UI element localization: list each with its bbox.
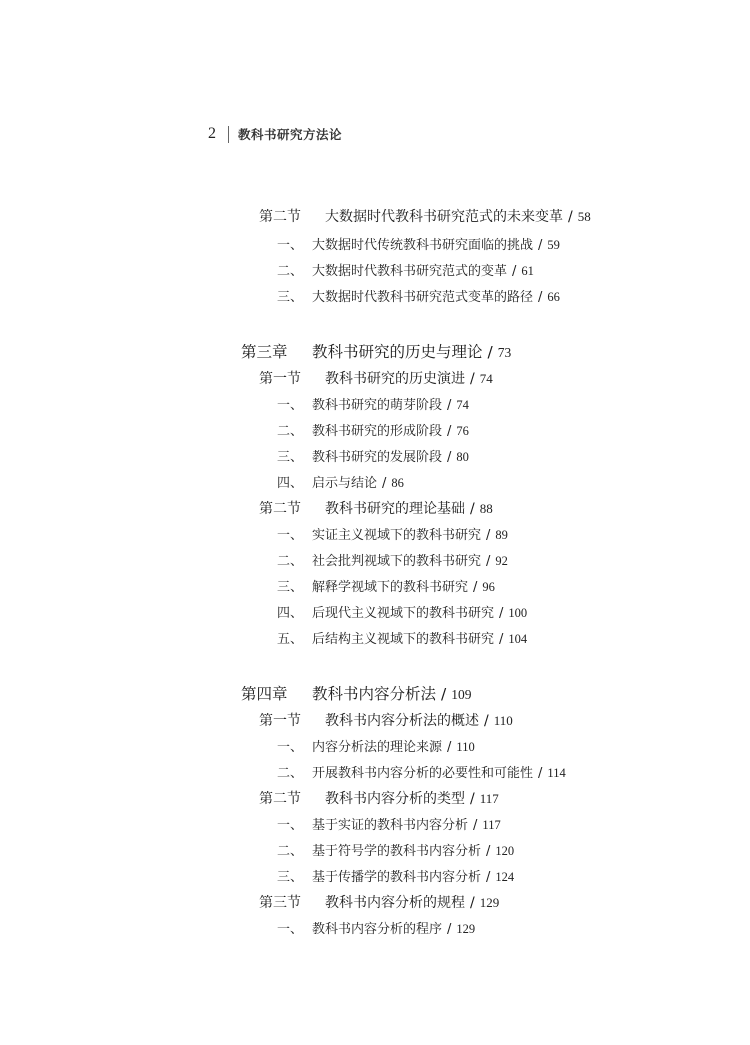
toc-page-number: 96 xyxy=(482,580,495,594)
toc-title: 教科书内容分析的程序 xyxy=(312,922,443,937)
toc-title: 教科书研究的历史与理论 xyxy=(312,343,483,361)
toc-chapter xyxy=(241,340,511,362)
toc-page-number: 61 xyxy=(521,264,534,278)
toc-title: 教科书内容分析法的概述 xyxy=(325,713,479,729)
page-separator: / xyxy=(499,632,504,647)
page-separator: / xyxy=(382,476,387,491)
toc-page-number: 104 xyxy=(508,632,528,646)
toc-label: 三、 xyxy=(277,580,304,595)
toc-title: 基于传播学的教科书内容分析 xyxy=(312,870,482,885)
toc-item xyxy=(277,420,469,439)
toc-title: 内容分析法的理论来源 xyxy=(312,740,443,755)
page-separator: / xyxy=(447,922,452,937)
toc-title: 后现代主义视域下的教科书研究 xyxy=(312,606,495,621)
toc-page-number: 110 xyxy=(456,740,475,754)
toc-title: 教科书内容分析的规程 xyxy=(325,895,465,911)
toc-label: 三、 xyxy=(277,870,304,885)
toc-page-number: 88 xyxy=(479,501,493,516)
toc-page-number: 114 xyxy=(547,766,566,780)
toc-title: 基于符号学的教科书内容分析 xyxy=(312,844,482,859)
toc-item xyxy=(277,234,560,253)
toc-label: 第一节 xyxy=(259,371,301,387)
toc-page-number: 59 xyxy=(547,238,560,252)
toc-item xyxy=(277,602,527,621)
toc-label: 二、 xyxy=(277,766,304,781)
toc-page-number: 76 xyxy=(456,424,469,438)
toc-label: 二、 xyxy=(277,424,304,439)
toc-item xyxy=(277,446,469,465)
toc-title: 教科书研究的萌芽阶段 xyxy=(312,398,443,413)
toc-page-number: 117 xyxy=(482,818,501,832)
toc-page-number: 92 xyxy=(495,554,508,568)
header-divider xyxy=(228,126,229,143)
page-separator: / xyxy=(470,895,475,911)
toc-page-number: 58 xyxy=(577,209,591,224)
toc-section xyxy=(259,710,513,730)
page-separator: / xyxy=(441,685,447,703)
page-separator: / xyxy=(487,343,493,361)
toc-title: 开展教科书内容分析的必要性和可能性 xyxy=(312,766,534,781)
toc-label: 第三节 xyxy=(259,895,301,911)
toc-label: 第四章 xyxy=(241,685,288,703)
toc-item xyxy=(277,286,560,305)
toc-section xyxy=(259,498,493,518)
toc-page-number: 89 xyxy=(495,528,508,542)
toc-item xyxy=(277,736,475,755)
toc-item xyxy=(277,762,566,781)
toc-label: 四、 xyxy=(277,476,304,491)
toc-title: 后结构主义视域下的教科书研究 xyxy=(312,632,495,647)
page-separator: / xyxy=(470,371,475,387)
toc-label: 四、 xyxy=(277,606,304,621)
toc-item xyxy=(277,472,404,491)
toc-label: 一、 xyxy=(277,528,304,543)
toc-page-number: 117 xyxy=(479,791,499,806)
page-separator: / xyxy=(486,528,491,543)
toc-label: 第二节 xyxy=(259,501,301,517)
toc-label: 一、 xyxy=(277,818,304,833)
toc-page-number: 80 xyxy=(456,450,469,464)
page-number: 2 xyxy=(208,125,216,142)
toc-page-number: 86 xyxy=(391,476,404,490)
toc-page-number: 124 xyxy=(495,870,515,884)
page-separator: / xyxy=(447,398,452,413)
toc-title: 教科书研究的历史演进 xyxy=(325,371,465,387)
page-separator: / xyxy=(447,740,452,755)
page-separator: / xyxy=(486,870,491,885)
toc-label: 第二节 xyxy=(259,791,301,807)
page-separator: / xyxy=(499,606,504,621)
toc-item xyxy=(277,260,534,279)
toc-item xyxy=(277,524,508,543)
page-separator: / xyxy=(473,818,478,833)
toc-title: 大数据时代传统教科书研究面临的挑战 xyxy=(312,238,534,253)
toc-title: 教科书研究的理论基础 xyxy=(325,501,465,517)
toc-item xyxy=(277,866,514,885)
toc-title: 大数据时代教科书研究范式的未来变革 xyxy=(325,209,563,225)
toc-item xyxy=(277,550,508,569)
toc-title: 教科书研究的形成阶段 xyxy=(312,424,443,439)
page-separator: / xyxy=(538,238,543,253)
toc-item xyxy=(277,918,475,937)
toc-label: 第三章 xyxy=(241,343,288,361)
toc-page-number: 74 xyxy=(456,398,469,412)
toc-item xyxy=(277,394,469,413)
toc-page-number: 100 xyxy=(508,606,528,620)
toc-page-number: 129 xyxy=(479,895,500,910)
page-separator: / xyxy=(538,290,543,305)
toc-page-number: 73 xyxy=(497,345,512,360)
page-separator: / xyxy=(568,209,573,225)
toc-label: 第一节 xyxy=(259,713,301,729)
toc-section xyxy=(259,368,493,388)
page-separator: / xyxy=(512,264,517,279)
toc-title: 启示与结论 xyxy=(312,476,378,491)
toc-title: 大数据时代教科书研究范式的变革 xyxy=(312,264,508,279)
toc-item xyxy=(277,576,495,595)
toc-label: 二、 xyxy=(277,554,304,569)
book-title: 教科书研究方法论 xyxy=(238,127,343,142)
page-separator: / xyxy=(486,554,491,569)
toc-section xyxy=(259,788,499,808)
toc-page-number: 66 xyxy=(547,290,560,304)
toc-title: 基于实证的教科书内容分析 xyxy=(312,818,469,833)
toc-label: 五、 xyxy=(277,632,304,647)
toc-section xyxy=(259,206,591,226)
page-separator: / xyxy=(447,424,452,439)
toc-item xyxy=(277,840,514,859)
page-separator: / xyxy=(486,844,491,859)
toc-section xyxy=(259,892,499,912)
toc-title: 大数据时代教科书研究范式变革的路径 xyxy=(312,290,534,305)
toc-label: 一、 xyxy=(277,922,304,937)
toc-page-number: 110 xyxy=(493,713,513,728)
page-separator: / xyxy=(470,791,475,807)
toc-item xyxy=(277,814,501,833)
toc-label: 一、 xyxy=(277,740,304,755)
toc-label: 三、 xyxy=(277,290,304,305)
toc-item xyxy=(277,628,527,647)
toc-page-number: 120 xyxy=(495,844,515,858)
page-separator: / xyxy=(538,766,543,781)
toc-title: 教科书研究的发展阶段 xyxy=(312,450,443,465)
toc-title: 教科书内容分析法 xyxy=(312,685,437,703)
toc-title: 社会批判视域下的教科书研究 xyxy=(312,554,482,569)
toc-label: 二、 xyxy=(277,844,304,859)
toc-label: 一、 xyxy=(277,398,304,413)
toc-page-number: 129 xyxy=(456,922,476,936)
toc-title: 实证主义视域下的教科书研究 xyxy=(312,528,482,543)
toc-label: 一、 xyxy=(277,238,304,253)
toc-page-number: 109 xyxy=(451,687,472,702)
running-header xyxy=(208,124,342,144)
toc-title: 教科书内容分析的类型 xyxy=(325,791,465,807)
page-separator: / xyxy=(470,501,475,517)
page-separator: / xyxy=(484,713,489,729)
toc-title: 解释学视域下的教科书研究 xyxy=(312,580,469,595)
toc-chapter xyxy=(241,682,472,704)
toc-label: 二、 xyxy=(277,264,304,279)
page-separator: / xyxy=(473,580,478,595)
toc-label: 第二节 xyxy=(259,209,301,225)
page-separator: / xyxy=(447,450,452,465)
toc-page-number: 74 xyxy=(479,371,493,386)
toc-label: 三、 xyxy=(277,450,304,465)
